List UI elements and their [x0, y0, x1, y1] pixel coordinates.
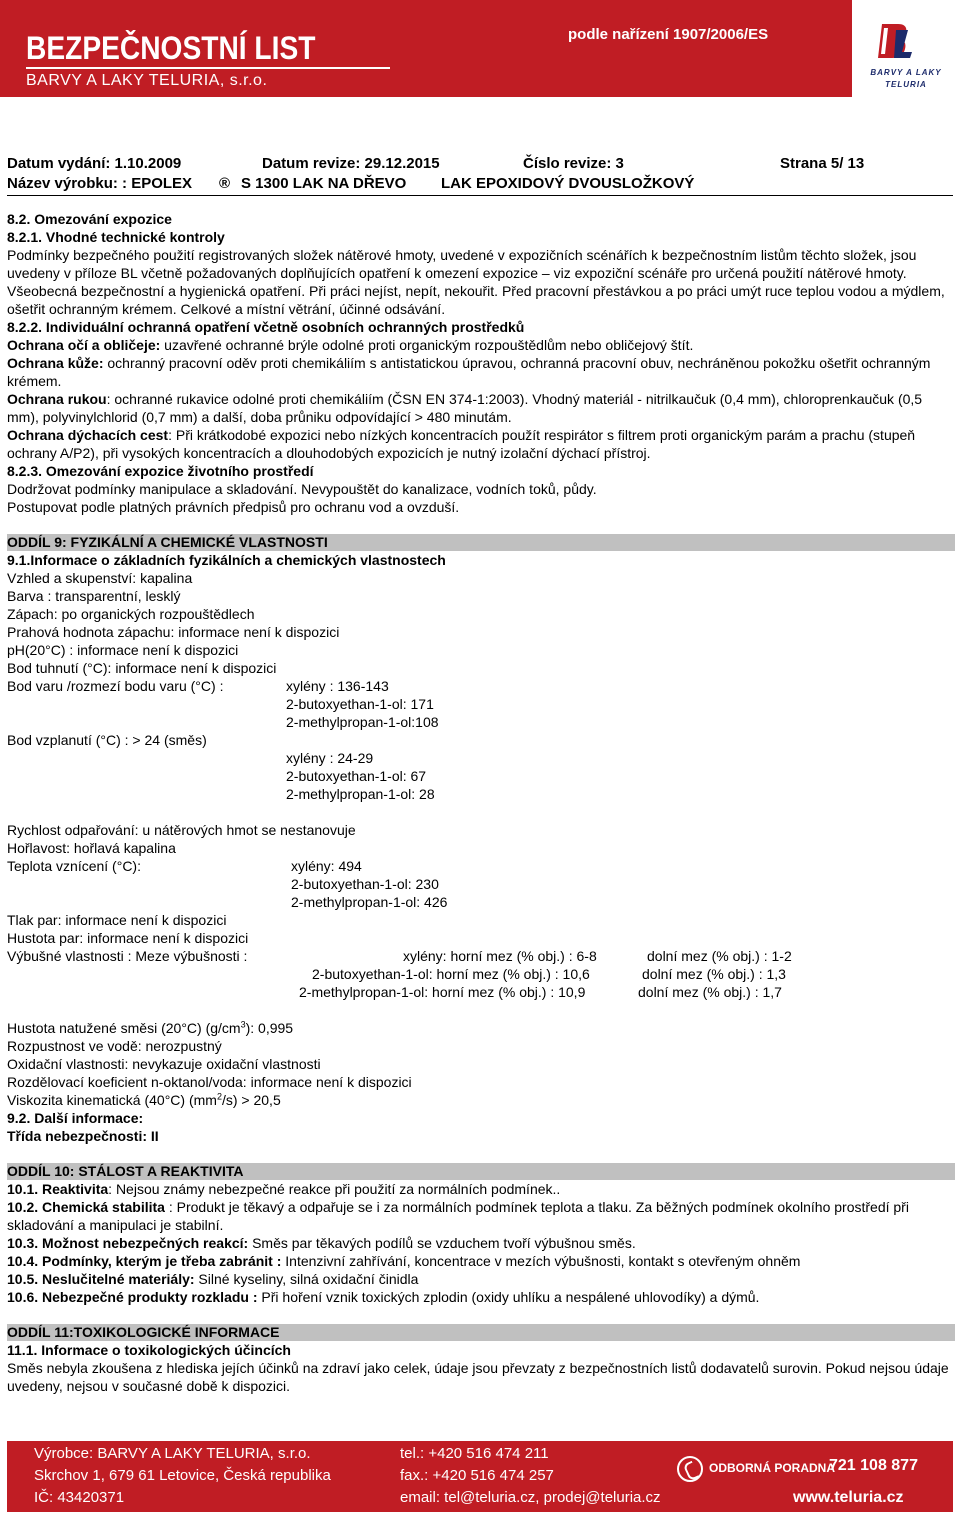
prop-appearance: Vzhled a skupenství: kapalina	[7, 570, 193, 586]
revision-number: Číslo revize: 3	[523, 155, 624, 172]
explosive-lower: dolní mez (% obj.) : 1,3	[642, 966, 786, 982]
paragraph-eye-protection	[7, 336, 955, 354]
footer-ico: IČ: 43420371	[34, 1489, 125, 1506]
prop-solubility: Rozpustnost ve vodě: nerozpustný	[7, 1038, 222, 1054]
viscosity-value: /s) > 20,5	[221, 1092, 281, 1108]
prop-boiling-label: Bod varu /rozmezí bodu varu (°C) :	[7, 678, 224, 694]
prop-boiling-value: 2-butoxyethan-1-ol: 171	[286, 696, 434, 712]
paragraph-10-6	[7, 1288, 955, 1306]
paragraph-hygiene: Všeobecná bezpečnostní a hygienická opatření. Při práci nejíst, nepít, nekouřit. Před pracovní přestávkou a po práci umýt ruce teplou vodou a mýdlem, ošetřit ochranným krémem. Celkové a místní větrání, účinné odsávání.	[7, 283, 945, 317]
issue-date: Datum vydání: 1.10.2009	[7, 155, 182, 172]
section-9-title-text: ODDÍL 9: FYZIKÁLNÍ A CHEMICKÉ VLASTNOSTI	[7, 534, 328, 550]
prop-odour: Zápach: po organických rozpouštědlech	[7, 606, 255, 622]
incompatible-text: Silné kyseliny, silná oxidační činidla	[194, 1271, 419, 1287]
document-header	[0, 0, 960, 150]
spacer	[7, 516, 955, 534]
header-banner	[0, 0, 852, 97]
meta-product-row	[7, 175, 957, 195]
paragraph-hand-protection	[7, 390, 955, 426]
registered-mark: ®	[219, 175, 231, 192]
conditions-avoid-text: Intenzivní zahřívání, koncentrace v mezích výbušnosti, kontakt s otevřeným ohněm	[281, 1253, 801, 1269]
prop-ignition-row	[7, 857, 955, 875]
decomposition-label: 10.6. Nebezpečné produkty rozkladu :	[7, 1289, 258, 1305]
prop-vapour-pressure: Tlak par: informace není k dispozici	[7, 912, 227, 928]
eye-protection-label: Ochrana očí a obličeje:	[7, 337, 161, 353]
prop-melting: Bod tuhnutí (°C): informace není k dispozici	[7, 660, 277, 676]
prop-ignition-label: Teplota vznícení (°C):	[7, 858, 141, 874]
spacer	[7, 1306, 955, 1324]
paragraph-respiratory-protection	[7, 426, 955, 462]
density-value: ): 0,995	[245, 1020, 294, 1036]
product-label: Název výrobku: : EPOLEX	[7, 175, 193, 192]
paragraph-env-1: Dodržovat podmínky manipulace a skladování. Nevypouštět do kanalizace, vodních toků, půdy.	[7, 481, 597, 497]
hazardous-reactions-label: 10.3. Možnost nebezpečných reakcí:	[7, 1235, 249, 1251]
paragraph-10-5	[7, 1270, 955, 1288]
viscosity-text: Viskozita kinematická (40°C) (mm	[7, 1092, 217, 1108]
prop-explosive-row	[7, 983, 955, 1001]
viscosity-superscript: 2	[216, 1091, 222, 1102]
footer-website: www.teluria.cz	[793, 1489, 904, 1506]
paragraph-10-4	[7, 1252, 955, 1270]
prop-flammability: Hořlavost: hořlavá kapalina	[7, 840, 176, 856]
heading-8-2-2: 8.2.2. Individuální ochranná opatření včetně osobních ochranných prostředků	[7, 319, 525, 335]
footer-fax: fax.: +420 516 474 257	[400, 1467, 554, 1484]
density-superscript: 3	[240, 1019, 246, 1030]
prop-color: Barva : transparentní, lesklý	[7, 588, 181, 604]
prop-flash-value: 2-butoxyethan-1-ol: 67	[286, 768, 427, 784]
title-underline	[26, 67, 390, 69]
explosive-lower: dolní mez (% obj.) : 1-2	[647, 948, 792, 964]
conditions-avoid-label: 10.4. Podmínky, kterým je třeba zabránit :	[7, 1253, 282, 1269]
phone-icon	[677, 1456, 703, 1482]
product-description: LAK EPOXIDOVÝ DVOUSLOŽKOVÝ	[441, 175, 695, 192]
explosive-upper: xylény: horní mez (% obj.) : 6-8	[403, 948, 597, 964]
footer-email: email: tel@teluria.cz, prodej@teluria.cz	[400, 1489, 661, 1506]
heading-11-1: 11.1. Informace o toxikologických účincích	[7, 1342, 291, 1358]
hazardous-reactions-text: Směs par těkavých podílů se vzduchem tvoří výbušnou směs.	[248, 1235, 636, 1251]
heading-9-2: 9.2. Další informace:	[7, 1110, 144, 1126]
paragraph-10-1	[7, 1180, 955, 1198]
footer-producer: Výrobce: BARVY A LAKY TELURIA, s.r.o.	[34, 1445, 311, 1462]
skin-protection-label: Ochrana kůže:	[7, 355, 104, 371]
prop-density	[7, 1019, 955, 1037]
company-logo	[852, 0, 960, 97]
stability-text: : Produkt je těkavý a odpařuje se i za normálních podmínek teplota a tlaku. Za běžných podmínek okolního prostředí při skladování a manipulaci je stabilní.	[7, 1199, 909, 1233]
prop-flash-value: xylény : 24-29	[286, 750, 374, 766]
meta-divider	[7, 195, 953, 196]
eye-protection-text: uzavřené ochranné brýle odolné proti organickým rozpouštědlům nebo obličejový štít.	[160, 337, 694, 353]
prop-vapour-density: Hustota par: informace není k dispozici	[7, 930, 249, 946]
prop-ph: pH(20°C) : informace není k dispozici	[7, 642, 239, 658]
prop-explosive-label: Výbušné vlastnosti : Meze výbušnosti :	[7, 948, 248, 964]
paragraph-8-2-1: Podmínky bezpečného použití registrovaných složek nátěrové hmoty, uvedené v expozičních scénářích k bezpečnostním listům těchto složek, jsou uvedeny v příloze BL včetně požadovaných doplňujících opatření k omezení expozice – viz expoziční scénáře pro určená použití nátěrové hmoty.	[7, 247, 917, 281]
heading-8-2-1: 8.2.1. Vhodné technické kontroly	[7, 229, 225, 245]
respiratory-protection-text: : Při krátkodobé expozici nebo nízkých koncentracích použít respirátor s filtrem proti organickým parám a prachu (stupeň ochrany A/P2), při vysokých koncentracích a dlouhodobých expozicích je nutný izolační dýchací přístroj.	[7, 427, 916, 461]
prop-oxidising: Oxidační vlastnosti: nevykazuje oxidační vlastnosti	[7, 1056, 321, 1072]
header-company-name: BARVY A LAKY TELURIA, s.r.o.	[26, 72, 268, 89]
revision-date: Datum revize: 29.12.2015	[262, 155, 440, 172]
meta-dates-row	[7, 155, 957, 175]
footer-advice-phone: 721 108 877	[829, 1457, 918, 1474]
explosive-upper: 2-methylpropan-1-ol: horní mez (% obj.) : 10,9	[299, 984, 586, 1000]
prop-boiling-value: 2-methylpropan-1-ol:108	[286, 714, 439, 730]
prop-flash-label: Bod vzplanutí (°C) : > 24 (směs)	[7, 732, 207, 748]
prop-explosive-row	[7, 947, 955, 965]
logo-text-line2: TELURIA	[885, 80, 927, 89]
skin-protection-text: ochranný pracovní oděv proti chemikáliím s antistatickou úpravou, ochranná pracovní obuv, nechráněnou pokožku ošetřit ochranným krémem.	[7, 355, 931, 389]
reactivity-text: : Nejsou známy nebezpečné reakce při použití za normálních podmínek..	[108, 1181, 561, 1197]
footer-address: Skrchov 1, 679 61 Letovice, Česká republika	[34, 1467, 331, 1484]
hazard-class: Třída nebezpečnosti: II	[7, 1128, 159, 1144]
product-code: S 1300 LAK NA DŘEVO	[241, 175, 407, 192]
prop-partition: Rozdělovací koeficient n-oktanol/voda: informace není k dispozici	[7, 1074, 412, 1090]
logo-icon	[878, 22, 912, 60]
paragraph-env-2: Postupovat podle platných právních předpisů pro ochranu vod a ovzduší.	[7, 499, 460, 515]
spacer	[7, 1145, 955, 1163]
hand-protection-text: : ochranné rukavice odolné proti chemikáliím (ČSN EN 374-1:2003). Vhodný materiál - nitrilkaučuk (0,4 mm), chloroprenkaučuk (0,5 mm), polyvinylchlorid (0,7 mm) a další, doba průniku odpovídající > 480 minutám.	[7, 391, 923, 425]
incompatible-label: 10.5. Neslučitelné materiály:	[7, 1271, 195, 1287]
prop-explosive-row	[7, 965, 955, 983]
paragraph-skin-protection	[7, 354, 955, 390]
document-meta	[7, 155, 957, 195]
logo-text-line1: BARVY A LAKY	[870, 68, 942, 77]
section-11-title-text: ODDÍL 11:TOXIKOLOGICKÉ INFORMACE	[7, 1324, 280, 1340]
reactivity-label: 10.1. Reaktivita	[7, 1181, 109, 1197]
prop-odour-threshold: Prahová hodnota zápachu: informace není k dispozici	[7, 624, 340, 640]
document-footer	[7, 1441, 953, 1512]
prop-evaporation: Rychlost odpařování: u nátěrových hmot se nestanovuje	[7, 822, 356, 838]
paragraph-11-1: Směs nebyla zkoušena z hlediska jejích účinků na zdraví jako celek, údaje jsou převzaty z bezpečnostních listů dodavatelů surovin. Pokud nejsou údaje uvedeny, nejsou v současné době k dispozici.	[7, 1360, 949, 1394]
section-10-title	[7, 1163, 955, 1180]
paragraph-10-3	[7, 1234, 955, 1252]
decomposition-text: Při hoření vznik toxických zplodin (oxidy uhlíku a nespálené uhlovodíky) a dýmů.	[257, 1289, 760, 1305]
section-9-title	[7, 534, 955, 551]
prop-boiling-row	[7, 677, 955, 695]
spacer	[7, 1001, 955, 1019]
heading-8-2-3: 8.2.3. Omezování expozice životního prostředí	[7, 463, 314, 479]
heading-8-2: 8.2. Omezování expozice	[7, 211, 172, 227]
stability-label: 10.2. Chemická stabilita	[7, 1199, 165, 1215]
prop-ignition-value: 2-butoxyethan-1-ol: 230	[291, 876, 439, 892]
respiratory-protection-label: Ochrana dýchacích cest	[7, 427, 169, 443]
spacer	[7, 803, 955, 821]
prop-flash-value: 2-methylpropan-1-ol: 28	[286, 786, 435, 802]
density-text: Hustota natužené směsi (20°C) (g/cm	[7, 1020, 241, 1036]
footer-tel: tel.: +420 516 474 211	[400, 1445, 549, 1462]
heading-9-1: 9.1.Informace o základních fyzikálních a chemických vlastnostech	[7, 552, 446, 568]
footer-advice-label: ODBORNÁ PORADNA	[709, 1461, 835, 1475]
section-10-title-text: ODDÍL 10: STÁLOST A REAKTIVITA	[7, 1163, 244, 1179]
prop-ignition-value: xylény: 494	[291, 858, 362, 874]
page-number: Strana 5/ 13	[780, 155, 865, 172]
paragraph-10-2	[7, 1198, 955, 1234]
explosive-upper: 2-butoxyethan-1-ol: horní mez (% obj.) : 10,6	[312, 966, 590, 982]
document-body	[7, 210, 955, 1395]
hand-protection-label: Ochrana rukou	[7, 391, 107, 407]
prop-ignition-value: 2-methylpropan-1-ol: 426	[291, 894, 448, 910]
regulation-reference: podle nařízení 1907/2006/ES	[568, 26, 769, 43]
prop-boiling-value: xylény : 136-143	[286, 678, 389, 694]
section-11-title	[7, 1324, 955, 1341]
document-title: BEZPEČNOSTNÍ LIST	[26, 30, 316, 66]
prop-viscosity	[7, 1091, 955, 1109]
explosive-lower: dolní mez (% obj.) : 1,7	[638, 984, 782, 1000]
